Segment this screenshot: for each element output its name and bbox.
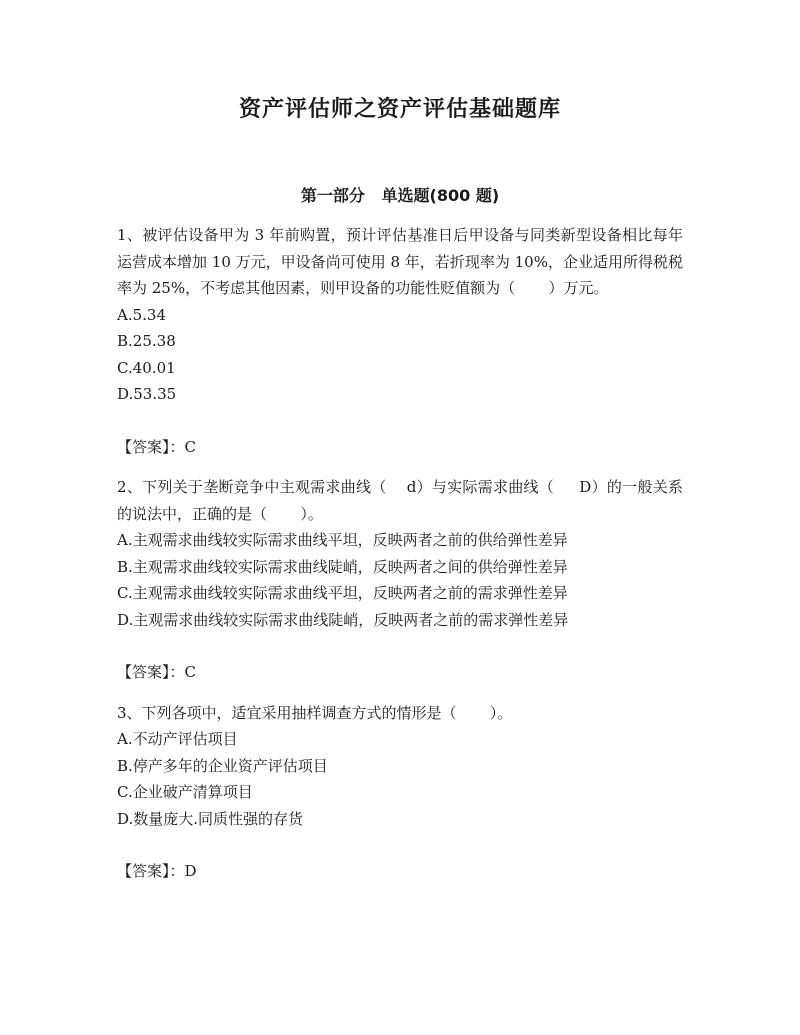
option-d: D.53.35 [117, 385, 177, 403]
answer-line: 【答案】：C [117, 663, 196, 681]
option-b: B.25.38 [117, 332, 176, 350]
option-c: C.40.01 [117, 358, 176, 377]
question-list [117, 222, 683, 885]
document-title: 资产评估师之资产评估基础题库 [238, 97, 561, 122]
option-a: A.不动产评估项目 [117, 730, 238, 748]
question-text: 1、被评估设备甲为 3 年前购置，预计评估基准日后甲设备与同类新型设备相比每年运营成本增加 10 万元，甲设备尚可使用 8 年，若折现率为 10%，企业适用所得税税率为 25%，不考虑其他因素，则甲设备的功能性贬值额为（ ）万元。 [117, 226, 683, 297]
option-a: A.5.34 [117, 305, 166, 324]
option-b: B.主观需求曲线较实际需求曲线陡峭，反映两者之间的供给弹性差异 [117, 557, 568, 576]
section-title: 第一部分 单选题(800 题) [300, 186, 500, 205]
option-a: A.主观需求曲线较实际需求曲线平坦，反映两者之前的供给弹性差异 [117, 531, 568, 549]
answer-line: 【答案】：C [117, 437, 196, 456]
question-item [117, 474, 683, 700]
question-text: 2、下列关于垄断竞争中主观需求曲线（ d）与实际需求曲线（ D）的一般关系的说法中，正确的是（ ）。 [117, 478, 683, 523]
question-text: 3、下列各项中，适宜采用抽样调查方式的情形是（ ）。 [117, 703, 513, 722]
question-item [117, 700, 683, 885]
option-c: C.主观需求曲线较实际需求曲线平坦，反映两者之前的需求弹性差异 [117, 584, 568, 602]
answer-line: 【答案】：D [117, 862, 197, 880]
question-item [117, 222, 683, 474]
option-d: D.主观需求曲线较实际需求曲线陡峭，反映两者之前的需求弹性差异 [117, 610, 569, 629]
option-b: B.停产多年的企业资产评估项目 [117, 756, 328, 775]
option-c: C.企业破产清算项目 [117, 783, 253, 801]
option-d: D.数量庞大.同质性强的存货 [117, 809, 304, 828]
